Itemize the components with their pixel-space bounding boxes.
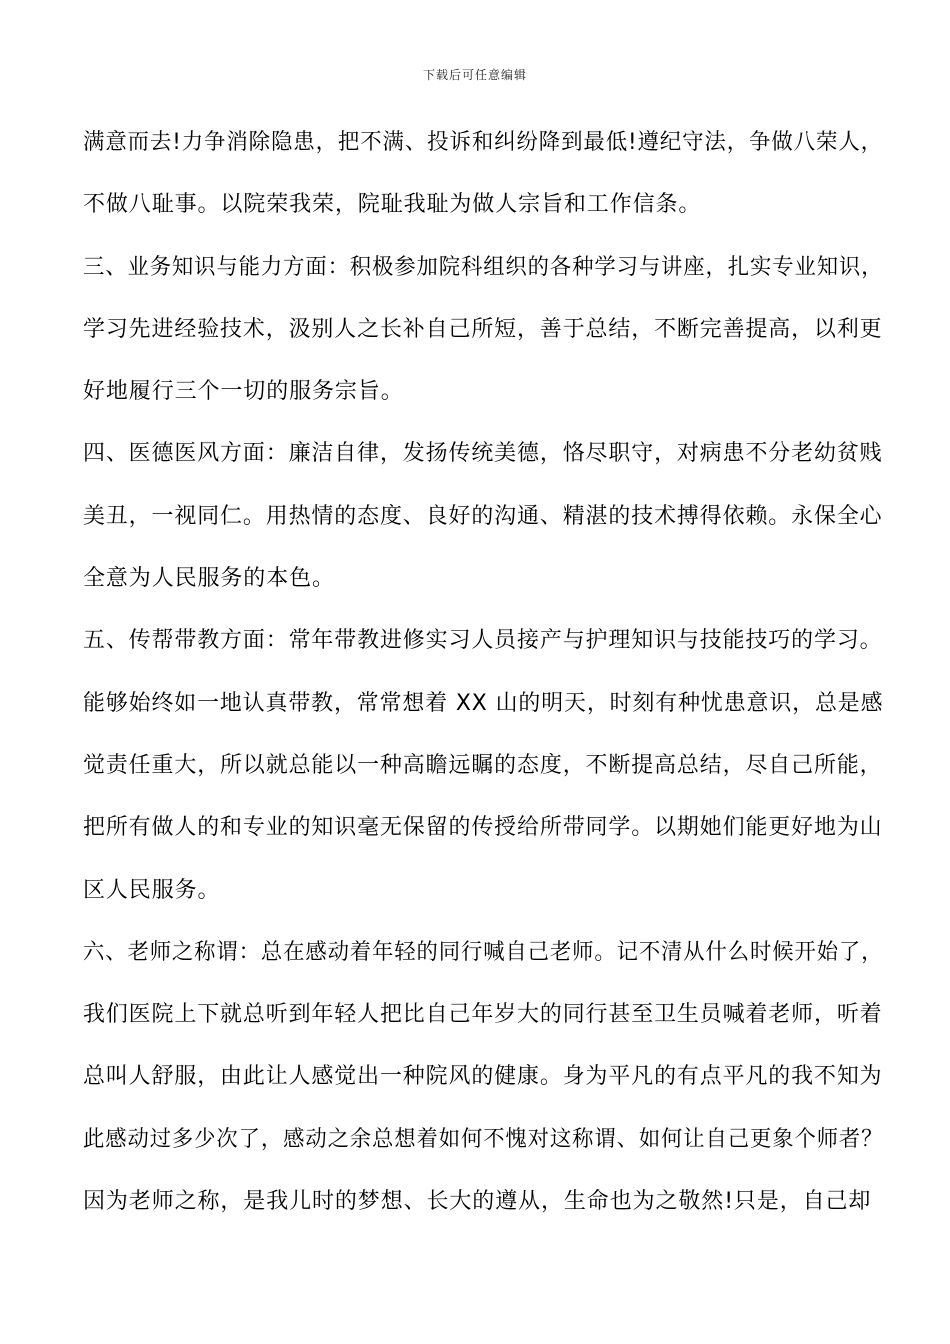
text-line: 因为老师之称，是我儿时的梦想、长大的遵从，生命也为之敬然!只是，自己却: [83, 1189, 872, 1215]
text-line: 三、业务知识与能力方面：积极参加院科组织的各种学习与讲座，扎实专业知识，: [83, 254, 884, 280]
text-line: 不做八耻事。以院荣我荣，院耻我耻为做人宗旨和工作信条。: [83, 192, 702, 218]
text-line: 满意而去!力争消除隐患，把不满、投诉和纠纷降到最低!遵纪守法，争做八荣人，: [83, 130, 883, 155]
text-line: 区人民服务。: [83, 877, 221, 903]
text-line: 四、医德医风方面：廉洁自律，发扬传统美德，恪尽职守，对病患不分老幼贫贱: [83, 441, 883, 467]
text-line: 五、传帮带教方面：常年带教进修实习人员接产与护理知识与技能技巧的学习。: [83, 628, 883, 654]
text-line: 能够始终如一地认真带教，常常想着 XX 山的明天，时刻有种忧患意识，总是感: [83, 690, 884, 716]
text-line: 美丑，一视同仁。用热情的态度、良好的沟通、精湛的技术搏得依赖。永保全心: [83, 503, 883, 529]
text-line: 把所有做人的和专业的知识毫无保留的传授给所带同学。以期她们能更好地为山: [83, 815, 883, 841]
text-line: 此感动过多少次了，感动之余总想着如何不愧对这称谓、如何让自己更象个师者？: [83, 1126, 884, 1152]
text-line: 总叫人舒服，由此让人感觉出一种院风的健康。身为平凡的有点平凡的我不知为: [83, 1064, 883, 1090]
text-line: 全意为人民服务的本色。: [83, 566, 335, 592]
text-line: 觉责任重大，所以就总能以一种高瞻远瞩的态度，不断提高总结，尽自己所能，: [83, 752, 883, 778]
body-text: [83, 112, 883, 1233]
text-line: 好地履行三个一切的服务宗旨。: [83, 379, 404, 405]
text-line: 六、老师之称谓：总在感动着年轻的同行喊自己老师。记不清从什么时候开始了，: [83, 939, 884, 965]
text-line: 我们医院上下就总听到年轻人把比自己年岁大的同行甚至卫生员喊着老师，听着: [83, 1002, 883, 1028]
page-header: 下载后可任意编辑: [422, 68, 527, 82]
text-line: 学习先进经验技术，汲别人之长补自己所短，善于总结，不断完善提高，以利更: [83, 316, 883, 342]
